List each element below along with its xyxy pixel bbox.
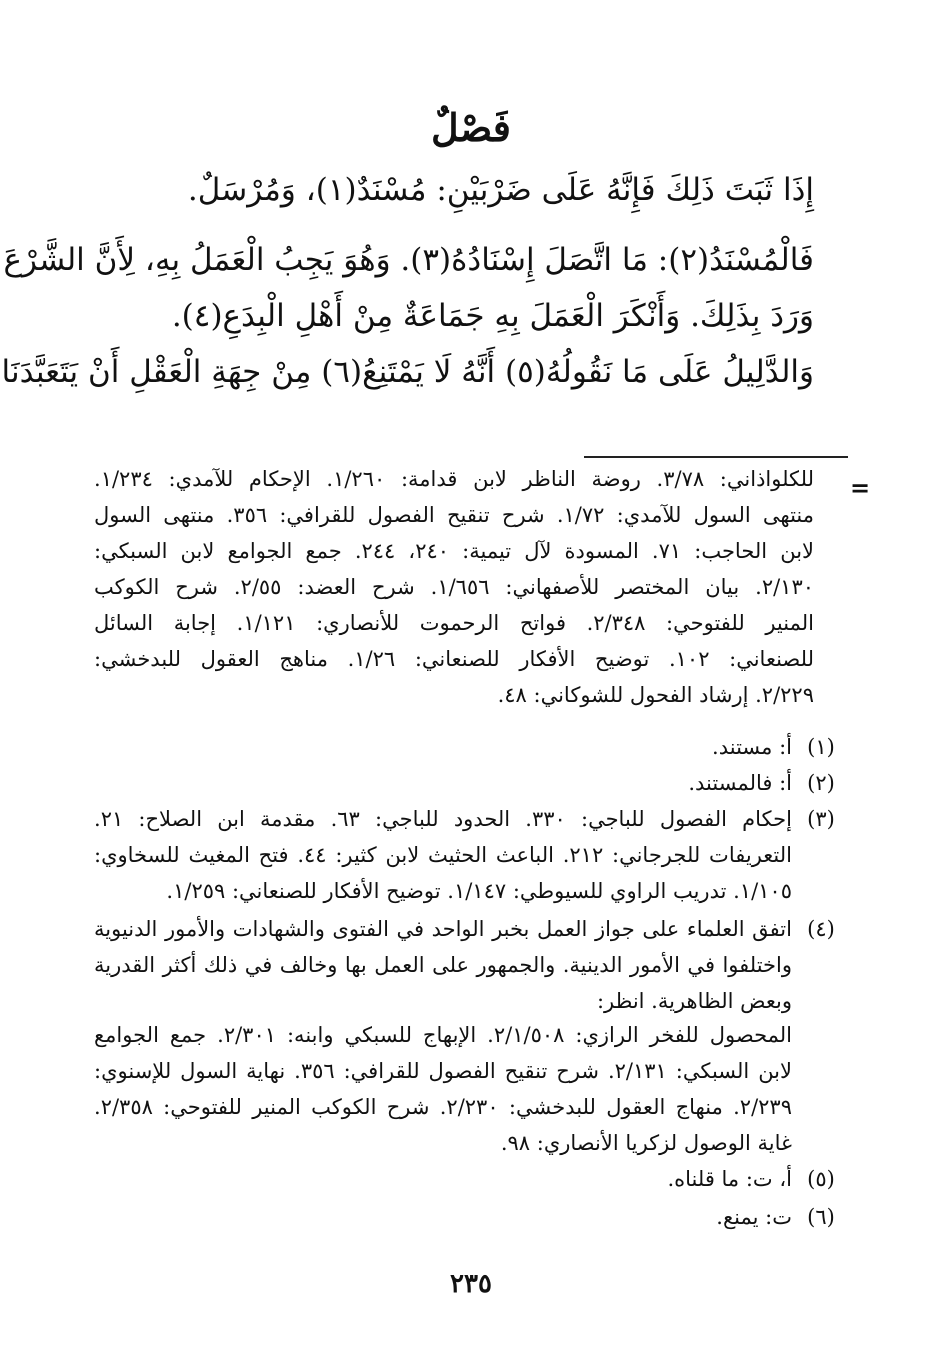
continued-note-mark: = [850, 473, 871, 502]
footnote-line: أ: مستند. [712, 735, 792, 759]
footnote-number: (١) [807, 735, 835, 759]
footnote-line: ت: يمنع. [716, 1205, 792, 1229]
footnote-line: ٢/١٣٠. بيان المختصر للأصفهاني: ١/٦٥٦. شرح العضد: ٢/٥٥. شرح الكوكب [94, 575, 815, 599]
section-heading: فَصْلٌ [431, 105, 511, 150]
main-text-line: إِذَا ثَبَتَ ذَلِكَ فَإِنَّهُ عَلَى ضَرْبَيْنِ: مُسْنَدٌ(١)، وَمُرْسَلٌ. [187, 172, 814, 208]
footnote-line: للصنعاني: ١٠٢. توضيح الأفكار للصنعاني: ١/٢٦. مناهج العقول للبدخشي: [94, 647, 814, 671]
footnote-line: لابن السبكي: ٢/١٣١. شرح تنقيح الفصول للقرافي: ٣٥٦. نهاية السول للإسنوي: [94, 1059, 792, 1083]
footnote-line: واختلفوا في الأمور الدينية. والجمهور على العمل بها وخالف في ذلك أكثر القدرية [94, 953, 792, 977]
footnote-line: للكلواذاني: ٣/٧٨. روضة الناظر لابن قدامة: ١/٢٦٠. الإحكام للآمدي: ١/٢٣٤. [94, 467, 814, 491]
footnote-number: (٤) [807, 917, 835, 941]
footnote-number: (٢) [807, 771, 835, 795]
footnote-line: ١/١٠٥. تدريب الراوي للسيوطي: ١/١٤٧. توضيح الأفكار للصنعاني: ١/٢٥٩. [166, 879, 792, 903]
footnote-line: التعريفات للجرجاني: ٢١٢. الباعث الحثيث لابن كثير: ٤٤. فتح المغيث للسخاوي: [94, 843, 792, 867]
footnote-line: أ، ت: ما قلناه. [667, 1167, 792, 1191]
footnote-line: المحصول للفخر الرازي: ٢/١/٥٠٨. الإبهاج للسبكي وابنه: ٢/٣٠١. جمع الجوامع [94, 1023, 792, 1047]
footnote-line: ٢/٢٣٩. منهاج العقول للبدخشي: ٢/٢٣٠. شرح الكوكب المنير للفتوحي: ٢/٣٥٨. [94, 1095, 792, 1119]
footnote-line: اتفق العلماء على جواز العمل بخبر الواحد في الفتوى والشهادات والأمور الدنيوية [94, 917, 792, 941]
footnote-separator [584, 456, 848, 458]
footnote-line: المنير للفتوحي: ٢/٣٤٨. فواتح الرحموت للأنصاري: ١/١٢١. إجابة السائل [94, 611, 814, 635]
footnote-number: (٦) [807, 1205, 835, 1229]
footnote-line: ٢/٢٢٩. إرشاد الفحول للشوكاني: ٤٨. [497, 683, 814, 707]
footnote-line: منتهى السول للآمدي: ١/٧٢. شرح تنقيح الفصول للقرافي: ٣٥٦. منتهى السول [94, 503, 814, 527]
footnote-line: لابن الحاجب: ٧١. المسودة لآل تيمية: ٢٤٠، ٢٤٤. جمع الجوامع لابن السبكي: [94, 539, 815, 563]
footnote-line: غاية الوصول لزكريا الأنصاري: ٩٨. [500, 1131, 792, 1155]
main-text-line: وَرَدَ بِذَلِكَ. وَأَنْكَرَ الْعَمَلَ بِهِ جَمَاعَةٌ مِنْ أَهْلِ الْبِدَعِ(٤). [171, 298, 814, 334]
footnote-number: (٥) [807, 1167, 835, 1191]
main-text-line: فَالْمُسْنَدُ(٢): مَا اتَّصَلَ إِسْنَادُهُ(٣). وَهُوَ يَجِبُ الْعَمَلُ بِهِ، لِأَنَّ الشَّرْعَ [3, 242, 814, 278]
main-text-line: وَالدَّلِيلُ عَلَى مَا نَقُولُهُ(٥) أَنَّهُ لَا يَمْتَنِعُ(٦) مِنْ جِهَةِ الْعَقْلِ أَنْ يَتَعَبَّدَنَا [1, 354, 814, 390]
footnote-number: (٣) [807, 807, 835, 831]
page-number: ٢٣٥ [450, 1269, 492, 1299]
footnote-line: وبعض الظاهرية. انظر: [596, 989, 792, 1013]
footnote-line: أ: فالمستند. [688, 771, 792, 795]
footnote-line: إحكام الفصول للباجي: ٣٣٠. الحدود للباجي: ٦٣. مقدمة ابن الصلاح: ٢١. [94, 807, 792, 831]
